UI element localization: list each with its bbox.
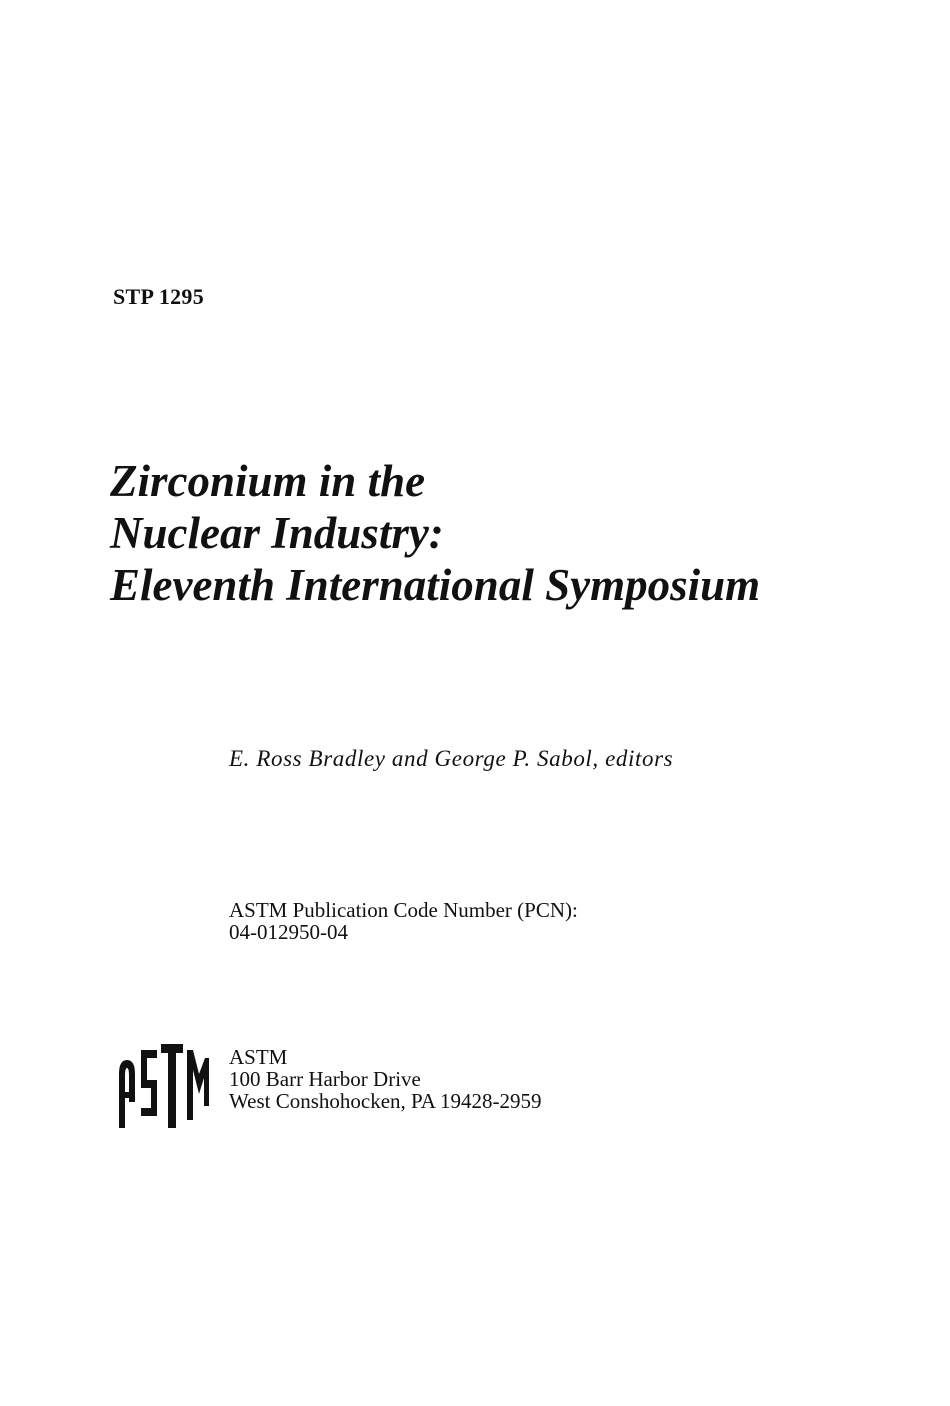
book-title: [110, 455, 930, 611]
publisher-street: 100 Barr Harbor Drive: [229, 1067, 421, 1091]
series-number: STP 1295: [113, 284, 205, 309]
publisher-address: [229, 1046, 542, 1112]
publisher-city: West Conshohocken, PA 19428-2959: [229, 1089, 542, 1113]
title-line-2: Nuclear Industry:: [110, 508, 444, 558]
title-line-1: Zirconium in the: [110, 456, 426, 506]
astm-logo-icon: [113, 1040, 211, 1134]
publication-code: [229, 899, 578, 943]
editors-line: E. Ross Bradley and George P. Sabol, editors: [229, 746, 674, 771]
pcn-number: 04-012950-04: [229, 920, 348, 944]
title-line-3: Eleventh International Symposium: [110, 560, 761, 610]
pcn-label: ASTM Publication Code Number (PCN):: [229, 898, 578, 922]
publisher-name: ASTM: [229, 1045, 288, 1069]
